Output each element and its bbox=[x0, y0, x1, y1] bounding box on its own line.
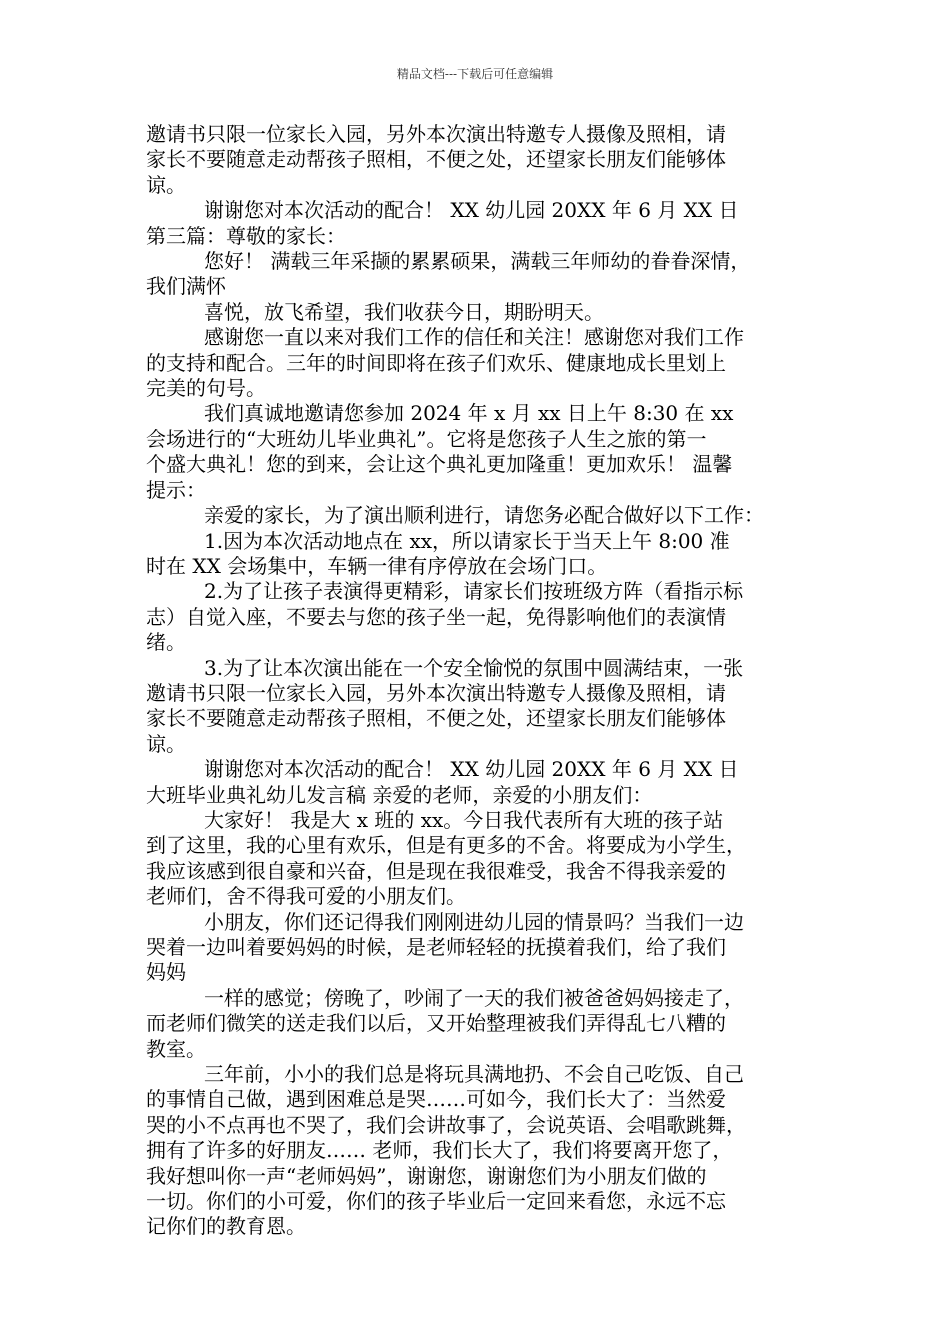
text-line-content: 哭着一边叫着要妈妈的时候，是老师轻轻的抚摸着我们，给了我们 bbox=[146, 935, 726, 959]
text-line bbox=[146, 249, 826, 274]
text-line-content: 会场进行的“大班幼儿毕业典礼”。它将是您孩子人生之旅的第一 bbox=[146, 426, 707, 451]
text-line-content: 小朋友，你们还记得我们刚刚进幼儿园的情景吗？当我们一边 bbox=[204, 909, 744, 934]
text-line-content: 到了这里，我的心里有欢乐，但是有更多的不舍。将要成为小学生， bbox=[146, 833, 746, 858]
text-line-content: 教室。 bbox=[146, 1036, 206, 1061]
text-line-content: 的事情自己做，遇到困难总是哭……可如今，我们长大了：当然爱 bbox=[146, 1087, 726, 1112]
text-line-content: 家长不要随意走动帮孩子照相，不便之处，还望家长朋友们能够体 bbox=[146, 706, 726, 731]
text-line-content: 第三篇：尊敬的家长： bbox=[146, 223, 346, 248]
text-line-content: 我们真诚地邀请您参加 2024 年 x 月 xx 日上午 8:30 在 xx bbox=[204, 401, 734, 426]
text-line bbox=[146, 656, 826, 681]
text-line-content: 1.因为本次活动地点在 xx，所以请家长于当天上午 8:00 准 bbox=[204, 528, 730, 553]
text-line-content: 完美的句号。 bbox=[146, 376, 266, 401]
text-line bbox=[146, 1113, 826, 1138]
text-line bbox=[146, 274, 826, 299]
page-header: 精品文档---下载后可任意编辑 bbox=[396, 67, 554, 81]
text-line-content: 感谢您一直以来对我们工作的信任和关注！感谢您对我们工作 bbox=[204, 325, 744, 350]
text-line bbox=[146, 147, 826, 172]
text-line bbox=[146, 325, 826, 350]
text-line bbox=[146, 1189, 826, 1214]
text-line bbox=[146, 1087, 826, 1112]
text-line-content: 谅。 bbox=[146, 172, 186, 197]
text-line bbox=[146, 1037, 826, 1062]
text-line-content: 记你们的教育恩。 bbox=[146, 1214, 306, 1239]
text-line-content: 家长不要随意走动帮孩子照相，不便之处，还望家长朋友们能够体 bbox=[146, 147, 726, 172]
text-line bbox=[146, 1164, 826, 1189]
text-line-content: 老师们，舍不得我可爱的小朋友们。 bbox=[146, 884, 466, 909]
text-line bbox=[146, 910, 826, 935]
text-line-content: 个盛大典礼！您的到来，会让这个典礼更加隆重！更加欢乐！ 温馨 bbox=[146, 452, 733, 477]
text-line bbox=[146, 935, 826, 960]
text-line bbox=[146, 808, 826, 833]
text-line-content: 邀请书只限一位家长入园，另外本次演出特邀专人摄像及照相，请 bbox=[146, 680, 726, 705]
text-line bbox=[146, 198, 826, 223]
text-line bbox=[146, 681, 826, 706]
text-line bbox=[146, 605, 826, 630]
text-line-content: 而老师们微笑的送走我们以后，又开始整理被我们弄得乱七八糟的 bbox=[146, 1011, 726, 1036]
text-line-content: 谢谢您对本次活动的配合！ XX 幼儿园 20XX 年 6 月 XX 日 bbox=[204, 757, 739, 782]
text-line bbox=[146, 1062, 826, 1087]
text-line-content: 2.为了让孩子表演得更精彩，请家长们按班级方阵（看指示标 bbox=[204, 579, 744, 604]
text-line-content: 一样的感觉；傍晚了，吵闹了一天的我们被爸爸妈妈接走了， bbox=[204, 985, 744, 1010]
text-line bbox=[146, 427, 826, 452]
text-line-content: 提示： bbox=[146, 477, 206, 502]
text-line bbox=[146, 833, 826, 858]
text-line-content: 我们满怀 bbox=[146, 274, 226, 299]
text-line bbox=[146, 401, 826, 426]
text-line bbox=[146, 224, 826, 249]
text-line bbox=[146, 478, 826, 503]
text-line bbox=[146, 706, 826, 731]
text-line-content: 志）自觉入座，不要去与您的孩子坐一起，免得影响他们的表演情 bbox=[146, 604, 726, 629]
text-line-content: 我好想叫你一声“老师妈妈”，谢谢您，谢谢您们为小朋友们做的 bbox=[146, 1163, 707, 1188]
text-line bbox=[146, 503, 826, 528]
text-line-content: 大班毕业典礼幼儿发言稿 亲爱的老师，亲爱的小朋友们： bbox=[146, 782, 653, 807]
text-line bbox=[146, 960, 826, 985]
text-line bbox=[146, 122, 826, 147]
text-line bbox=[146, 529, 826, 554]
text-line bbox=[146, 351, 826, 376]
text-line-content: 谅。 bbox=[146, 731, 186, 756]
text-line-content: 我应该感到很自豪和兴奋，但是现在我很难受，我舍不得我亲爱的 bbox=[146, 858, 726, 883]
text-line-content: 三年前，小小的我们总是将玩具满地扔、不会自己吃饭、自己 bbox=[204, 1062, 744, 1087]
text-line-content: 3.为了让本次演出能在一个安全愉悦的氛围中圆满结束，一张 bbox=[204, 655, 744, 680]
text-line-content: 绪。 bbox=[146, 630, 186, 655]
text-line-content: 拥有了许多的好朋友…… 老师，我们长大了，我们将要离开您了， bbox=[146, 1138, 733, 1163]
text-line bbox=[146, 986, 826, 1011]
text-line bbox=[146, 554, 826, 579]
text-line-content: 谢谢您对本次活动的配合！ XX 幼儿园 20XX 年 6 月 XX 日 bbox=[204, 198, 739, 223]
text-line bbox=[146, 579, 826, 604]
text-line bbox=[146, 1138, 826, 1163]
text-line-content: 大家好！ 我是大 x 班的 xx。今日我代表所有大班的孩子站 bbox=[204, 807, 724, 832]
text-line-content: 的支持和配合。三年的时间即将在孩子们欢乐、健康地成长里划上 bbox=[146, 350, 726, 375]
text-line bbox=[146, 300, 826, 325]
text-line-content: 邀请书只限一位家长入园，另外本次演出特邀专人摄像及照相，请 bbox=[146, 122, 726, 146]
text-line bbox=[146, 884, 826, 909]
text-line-content: 亲爱的家长，为了演出顺利进行，请您务必配合做好以下工作： bbox=[204, 503, 764, 528]
text-line bbox=[146, 859, 826, 884]
text-line-content: 您好！ 满载三年采撷的累累硕果，满载三年师幼的眷眷深情， bbox=[204, 249, 751, 274]
text-line bbox=[146, 1011, 826, 1036]
text-line-content: 喜悦，放飞希望，我们收获今日，期盼明天。 bbox=[204, 299, 604, 324]
text-line bbox=[146, 376, 826, 401]
text-line bbox=[146, 452, 826, 477]
text-line bbox=[146, 630, 826, 655]
text-line-content: 一切。你们的小可爱，你们的孩子毕业后一定回来看您，永远不忘 bbox=[146, 1189, 726, 1214]
document-body bbox=[146, 122, 826, 1240]
text-line-content: 妈妈 bbox=[146, 960, 186, 985]
text-line bbox=[146, 1214, 826, 1239]
text-line bbox=[146, 732, 826, 757]
text-line bbox=[146, 173, 826, 198]
text-line bbox=[146, 757, 826, 782]
text-line bbox=[146, 783, 826, 808]
text-line-content: 时在 XX 会场集中，车辆一律有序停放在会场门口。 bbox=[146, 553, 608, 578]
text-line-content: 哭的小不点再也不哭了，我们会讲故事了，会说英语、会唱歌跳舞， bbox=[146, 1112, 746, 1137]
